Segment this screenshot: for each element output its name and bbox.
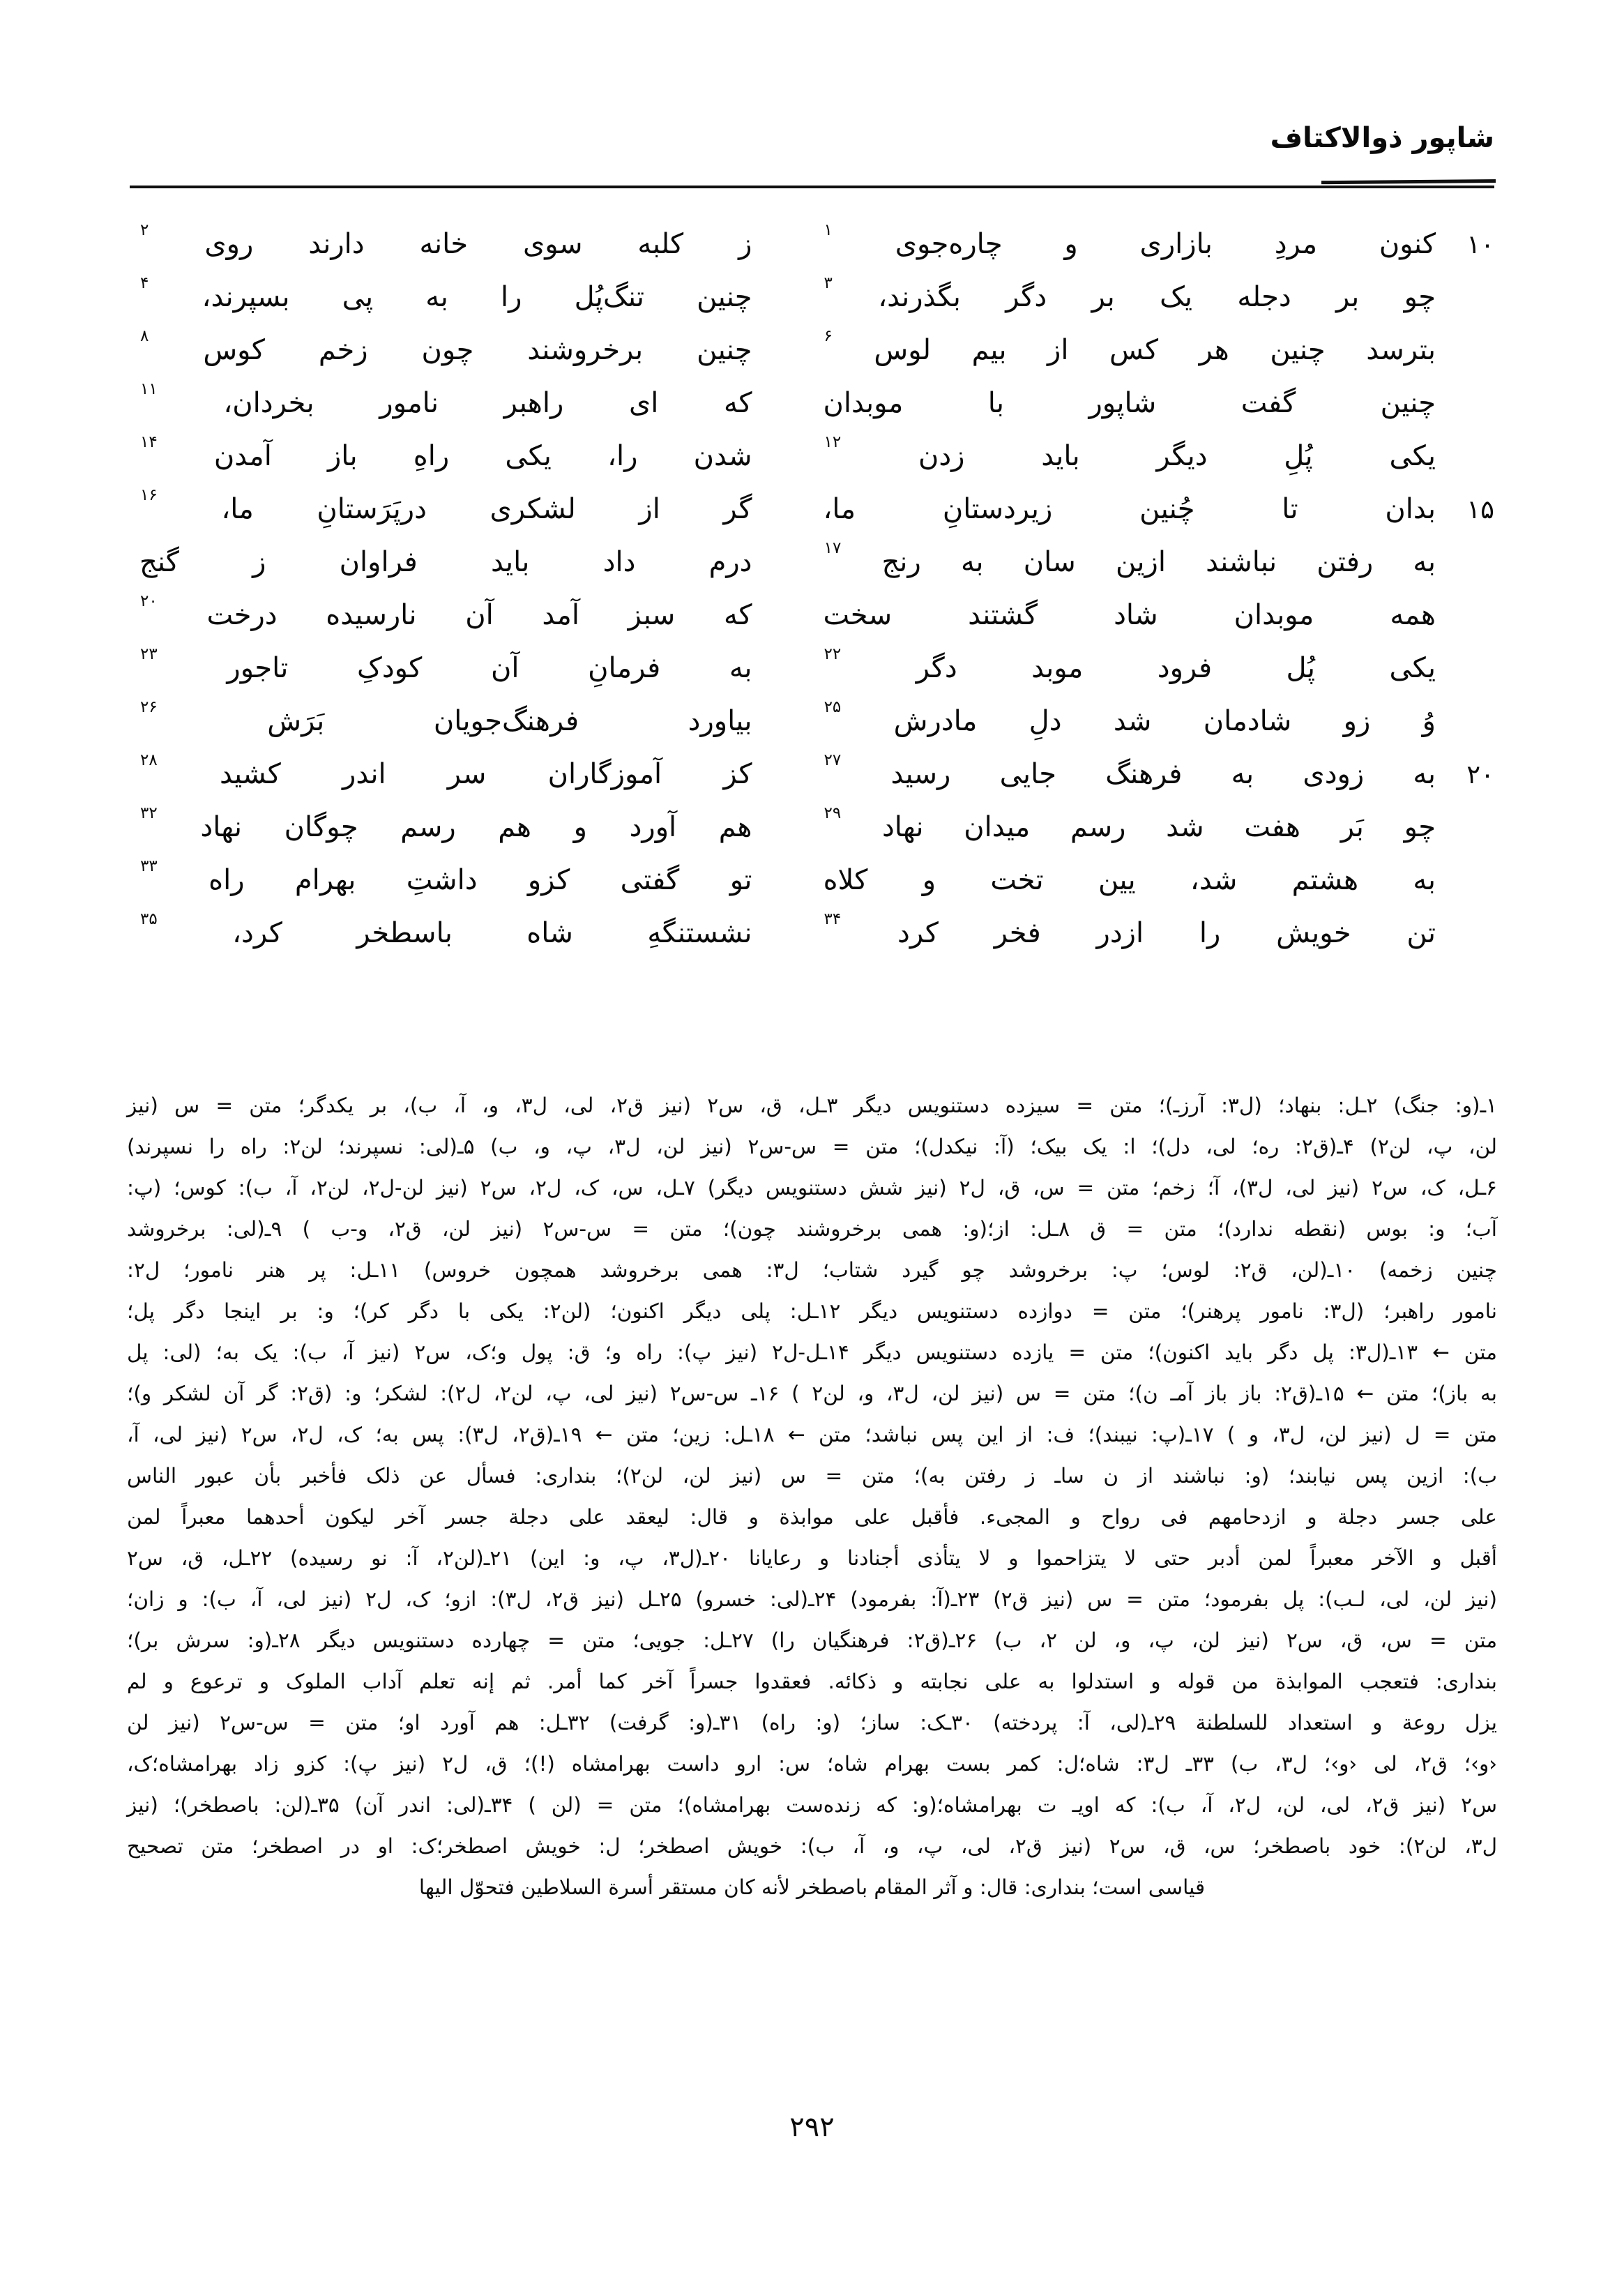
- verse-word: دجله: [1237, 281, 1291, 313]
- footnote-marker[interactable]: ۶: [824, 327, 833, 345]
- verse-word: چون: [421, 334, 474, 366]
- verse-word: اندر: [342, 758, 386, 790]
- verse-word: شاه: [526, 917, 573, 949]
- header-divider: [130, 186, 1494, 188]
- footnote-marker[interactable]: ۱۷: [824, 539, 842, 557]
- hemistich-first: [784, 539, 1443, 578]
- verse-row: [130, 486, 1494, 548]
- hemistich-second: [130, 433, 784, 472]
- apparatus-line: أقبل و الآخر معبراً لمن أدبر حتی لا یتزاحموا و لا یتأذی أجنادنا و رعایانا ۲۰ـ(ل۳، پ، و: این) ۲۱ـ(لن۲، آ: نو رسیده) ۲۲ـل، ق، س۲: [127, 1546, 1497, 1570]
- verse-word: پی: [342, 281, 374, 313]
- verse-word: یکی: [505, 440, 552, 472]
- verse-word: بَر: [1340, 811, 1364, 843]
- hemistich-first: [784, 389, 1443, 417]
- verse-word: لوس: [874, 334, 932, 366]
- verse-word: چُنین: [1139, 493, 1195, 525]
- hemistich-first: [784, 221, 1443, 260]
- apparatus-line: متن = س، ق، س۲ (نیز لن، پ، و، لن ۲، ب) ۲۶ـ(ق۲: فرهنگیان را) ۲۷ـل: جویی؛ متن = چهارده دستنویس دیگر ۲۸ـ(و: سرش بر)؛: [127, 1628, 1497, 1652]
- verse-word: فرود: [1157, 652, 1213, 684]
- verse-word: را،: [607, 440, 638, 472]
- verse-word: تو: [729, 864, 752, 896]
- verse-word: شد: [1166, 811, 1204, 843]
- apparatus-line: ۱ـ(و: جنگ) ۲ـل: بنهاد؛ (ل۳: آرزـ)؛ متن = سیزده دستنویس دیگر ۳ـل، ق، س۲ (نیز ق۲، لی، ل۳، و، آ، ب)، بر یکدگر؛ متن = س (نیز: [127, 1094, 1497, 1117]
- verse-word: میدان: [964, 811, 1031, 843]
- verse-word: باز: [327, 440, 358, 472]
- verse-row: [130, 327, 1494, 389]
- footnote-marker[interactable]: ۱۴: [140, 433, 158, 451]
- verse-word: بترسد: [1366, 334, 1436, 366]
- verse-word: چنین: [1270, 334, 1326, 366]
- verse-word: نشستنگهِ: [647, 917, 752, 949]
- verse-word: ز: [252, 546, 266, 578]
- apparatus-line: س۲ (نیز ق۲، لی، لن، ل۲، آ، ب): که اویـ ت بهرامشاه؛(و: که زنده‌ست بهرامشاه)؛ متن = (لن ) ۳۴ـ(لی: اندر آن) ۳۵ـ(لن: باصطخر)؛ (نیز: [127, 1793, 1497, 1817]
- verse-word: چنین: [697, 281, 752, 313]
- verse-word: همه: [1390, 599, 1436, 631]
- verse-word: فرمانِ: [588, 652, 661, 684]
- apparatus-line: علی جسر دجلة و ازدحامهم فی رواح و المجی‌ء. فأقبل علی موابذة و قال: لیعقد علی دجلة جسر آخر لیکون أحدهما معبراً لمن: [127, 1505, 1497, 1529]
- verse-word: رفتن: [1316, 546, 1374, 578]
- verse-word: سبز: [628, 599, 676, 631]
- footnote-marker[interactable]: ۸: [140, 327, 149, 345]
- hemistich-first: [784, 910, 1443, 949]
- footnote-marker[interactable]: ۳: [824, 274, 833, 292]
- verse-word: هر: [1199, 334, 1229, 366]
- verse-word: شادمان: [1203, 705, 1292, 737]
- footnote-marker[interactable]: ۲: [140, 221, 149, 239]
- verse-word: از: [1047, 334, 1069, 366]
- verse-word: هم: [718, 811, 752, 843]
- hemistich-second: [130, 274, 784, 313]
- verse-word: نارسیده: [326, 599, 417, 631]
- hemistich-first: [784, 327, 1443, 366]
- verse-word: بخردان،: [223, 387, 314, 419]
- hemistich-first: [784, 433, 1443, 472]
- apparatus-line: چنین زخمه) ۱۰ـ(لن، ق۲: لوس؛ پ: برخروشد چو گیرد شتاب؛ ل۳: همی برخروشد همچون خروس) ۱۱ـل: پر هنر نامور؛ ل۲:: [127, 1258, 1498, 1282]
- verse-word: ما،: [823, 493, 856, 525]
- verse-word: چو: [1404, 811, 1436, 843]
- verse-word: که: [724, 387, 752, 419]
- verse-word: راهِ: [413, 440, 450, 472]
- verse-line-number: ۱۰: [1466, 229, 1494, 259]
- verse-word: پُل: [1286, 652, 1315, 684]
- apparatus-line: متن ← ۱۳ـ(ل۳: پل دگر باید اکنون)؛ متن = یازده دستنویس دیگر ۱۴ـل-ل۲ (نیز پ): راه و؛ ق: پول و؛ک، س۲ (نیز آ، ب): یک به؛ (لی: پل: [127, 1340, 1497, 1364]
- footnote-marker[interactable]: ۲۹: [824, 804, 842, 822]
- verse-word: بسپرند،: [202, 281, 290, 313]
- verse-word: جایی: [999, 758, 1056, 790]
- verse-word: نامور: [379, 387, 439, 419]
- verse-word: ازدر: [1096, 917, 1144, 949]
- verse-word: گر: [723, 493, 752, 525]
- verse-word: لشکری: [490, 493, 576, 525]
- verse-word: آن: [490, 652, 519, 684]
- verse-word: تنگ‌پُل: [574, 281, 645, 313]
- verse-word: روی: [204, 228, 254, 260]
- verse-word: موبد: [1031, 652, 1084, 684]
- verse-word: شاد: [1114, 599, 1158, 631]
- hemistich-first: [784, 601, 1443, 629]
- verse-row: [130, 698, 1494, 760]
- verse-word: فرهنگ: [1105, 758, 1183, 790]
- verse-word: هشتم: [1291, 864, 1359, 896]
- verse-word: نهاد: [200, 811, 242, 843]
- verse-word: به: [1231, 758, 1254, 790]
- verse-word: کلبه: [637, 228, 684, 260]
- hemistich-second: [130, 380, 784, 419]
- verse-word: ما،: [221, 493, 254, 525]
- verse-word: مادرش: [893, 705, 978, 737]
- footnote-marker[interactable]: ۱۲: [824, 433, 842, 451]
- verse-word: چنین: [697, 334, 752, 366]
- verse-word: بدان: [1385, 493, 1436, 525]
- footnote-marker[interactable]: ۳۳: [140, 857, 158, 875]
- verse-word: درخت: [206, 599, 278, 631]
- verse-word: به: [1413, 758, 1436, 790]
- verse-word: مردِ: [1274, 228, 1318, 260]
- hemistich-second: [130, 698, 784, 737]
- verse-word: برخروشند: [527, 334, 644, 366]
- footnote-marker[interactable]: ۲۶: [140, 698, 158, 716]
- verse-word: سان: [1023, 546, 1076, 578]
- verse-row: [130, 274, 1494, 336]
- verse-row: [130, 645, 1494, 707]
- footnote-marker[interactable]: ۳۴: [824, 910, 842, 928]
- verse-word: آورد: [629, 811, 677, 843]
- verse-word: گشتند: [968, 599, 1038, 631]
- verse-word: بازاری: [1139, 228, 1213, 260]
- verse-word: با: [987, 387, 1005, 419]
- verse-word: به: [1413, 546, 1436, 578]
- verse-word: خانه: [419, 228, 469, 260]
- hemistich-second: [130, 857, 784, 896]
- footnote-marker[interactable]: ۲۰: [140, 592, 158, 610]
- verse-word: به: [960, 546, 984, 578]
- verse-line-number: ۲۰: [1466, 759, 1494, 789]
- verse-word: باید: [490, 546, 530, 578]
- verse-word: کرد،: [232, 917, 282, 949]
- verse-word: چوگان: [284, 811, 358, 843]
- verse-word: رسم: [400, 811, 456, 843]
- footnote-marker[interactable]: ۳۵: [140, 910, 158, 928]
- hemistich-first: [784, 866, 1443, 894]
- hemistich-first: [784, 274, 1443, 313]
- verse-word: چو: [1404, 281, 1436, 313]
- verse-word: شدن: [693, 440, 752, 472]
- hemistich-second: [130, 910, 784, 949]
- hemistich-first: [784, 698, 1443, 737]
- verse-word: کرد: [897, 917, 939, 949]
- verse-row: [130, 804, 1494, 866]
- verse-row: [130, 433, 1494, 495]
- verse-word: که: [724, 599, 752, 631]
- verse-word: هفت: [1244, 811, 1300, 843]
- apparatus-line: ب): ازین پس نیابند؛ (و: نباشند از ن ساـ ز رفتن به)؛ متن = س (نیز لن، لن۲)؛ بنداری: فسأل عن ذلک فأخبر بأن عبور الناس: [127, 1464, 1497, 1488]
- verse-word: کلاه: [823, 864, 868, 896]
- apparatus-line: متن = ل (نیز لن، ل۳، و ) ۱۷ـ(پ: نیبند)؛ ف: از این پس نباشد؛ متن ← ۱۸ـل: زین؛ متن ← ۱۹ـ(ق۲، ل۳): پس به؛ ک، ل۲، س۲ (نیز لی، آ،: [127, 1423, 1497, 1446]
- verse-word: دگر: [1005, 281, 1047, 313]
- verse-word: تن: [1406, 917, 1436, 949]
- verse-word: موبدان: [1234, 599, 1314, 631]
- verse-word: بهرام: [294, 864, 356, 896]
- verse-word: شد: [1113, 705, 1152, 737]
- verse-word: آن: [465, 599, 494, 631]
- verse-word: کزو: [527, 864, 570, 896]
- verse-block: [130, 221, 1494, 972]
- verse-word: کوس: [203, 334, 265, 366]
- apparatus-line: ‹و›؛ ق۲، لی ‹و›؛ ل۳، ب) ۳۳ـ ل۳: شاه؛ل: کمر بست بهرام شاه؛ س: ارو داست بهرامشاه (!)؛ ق، ل۲ (نیز پ): کزو زاد بهرامشاه؛ک،: [127, 1752, 1498, 1776]
- verse-word: به: [425, 281, 448, 313]
- verse-word: رنج: [881, 546, 921, 578]
- hemistich-second: [130, 645, 784, 684]
- critical-apparatus: [127, 1085, 1497, 1908]
- verse-word: دگر: [916, 652, 957, 684]
- verse-word: زیردستانِ: [942, 493, 1053, 525]
- verse-word: سر: [447, 758, 487, 790]
- verse-word: شد،: [1190, 864, 1238, 896]
- hemistich-second: [130, 804, 784, 843]
- verse-word: پُلِ: [1284, 440, 1313, 472]
- verse-word: تاجور: [227, 652, 289, 684]
- verse-word: به: [1413, 864, 1436, 896]
- verse-word: و: [573, 811, 587, 843]
- verse-word: گنج: [139, 546, 179, 578]
- verse-word: رسید: [890, 758, 951, 790]
- verse-word: زودی: [1303, 758, 1365, 790]
- verse-word: یین: [1098, 864, 1136, 896]
- footnote-marker[interactable]: ۲۷: [824, 751, 842, 769]
- verse-row: [130, 910, 1494, 972]
- verse-word: ازین: [1115, 546, 1166, 578]
- verse-word: به: [729, 652, 752, 684]
- verse-word: یکی: [1389, 440, 1436, 472]
- verse-word: چاره‌‌جوی: [895, 228, 1003, 260]
- verse-word: آموزگاران: [547, 758, 662, 790]
- hemistich-second: [130, 751, 784, 790]
- running-header: [130, 124, 1494, 201]
- verse-word: آمدن: [213, 440, 272, 472]
- verse-word: داد: [602, 546, 636, 578]
- verse-word: ای: [628, 387, 659, 419]
- verse-word: نهاد: [881, 811, 924, 843]
- verse-word: درم: [708, 546, 752, 578]
- footnote-marker[interactable]: ۱: [824, 221, 833, 239]
- footnote-marker[interactable]: ۱۶: [140, 486, 158, 504]
- verse-word: دیگر: [1156, 440, 1208, 472]
- verse-word: فخر: [994, 917, 1041, 949]
- apparatus-line: (نیز لن، لی، لـب): پل بفرمود؛ متن = س (نیز ق۲) ۲۳ـ(آ: بفرمود) ۲۴ـ(لی: خسرو) ۲۵ـل (نیز ق۲، ل۳): ازو؛ ک، ل۲ (نیز لی، آ، ب): و زان؛: [127, 1587, 1497, 1611]
- verse-line-number: ۱۵: [1466, 494, 1494, 524]
- hemistich-first: [784, 751, 1443, 790]
- verse-word: یک: [1160, 281, 1193, 313]
- verse-word: بَرَش: [267, 705, 325, 737]
- verse-word: کز: [723, 758, 752, 790]
- verse-word: کشید: [219, 758, 281, 790]
- verse-word: سوی: [522, 228, 583, 260]
- verse-word: از: [639, 493, 660, 525]
- footnote-marker[interactable]: ۲۲: [824, 645, 842, 663]
- hemistich-second: [130, 548, 784, 576]
- verse-word: کودکِ: [357, 652, 423, 684]
- apparatus-line: ۶ـل، ک، س۲ (نیز لی، ل۳)، آ؛ زخم؛ متن = س، ق، ل۲ (نیز شش دستنویس دیگر) ۷ـل، س، ک، ل۲، س۲ (نیز لن-ل۲، لن۲، آ، ب): کوس؛ (پ:: [127, 1176, 1498, 1200]
- folio-number: ۲۹۲: [789, 2111, 835, 2143]
- hemistich-first: [784, 645, 1443, 684]
- apparatus-line: به باز)؛ متن ← ۱۵ـ(ق۲: باز باز آمـ ن)؛ متن = س (نیز لن، ل۳، و، لن۲ ) ۱۶ـ س-س۲ (نیز لی، پ، لن۲، ل۲): لشکر؛ و: (ق۲: گر آن لشکر و)؛: [127, 1382, 1498, 1405]
- verse-word: زو: [1343, 705, 1371, 737]
- footnote-marker[interactable]: ۲۸: [140, 751, 158, 769]
- verse-word: سخت: [823, 599, 893, 631]
- hemistich-second: [130, 486, 784, 525]
- verse-word: یکی: [1389, 652, 1436, 684]
- verse-word: دلِ: [1029, 705, 1062, 737]
- verse-word: بیم: [971, 334, 1007, 366]
- apparatus-line: لن، پ، لن۲) ۴ـ(ق۲: ره؛ لی، دل)؛ ا: یک بیک؛ (آ: نیکدل)؛ متن = س-س۲ (نیز لن، ل۳، پ، و، ب) ۵ـ(لی: نسپرند؛ لن۲: راه را نسپرند): [127, 1135, 1497, 1158]
- verse-word: خویش: [1276, 917, 1351, 949]
- footnote-marker[interactable]: ۲۵: [824, 698, 842, 716]
- verse-word: وُ: [1422, 705, 1436, 737]
- verse-word: و: [922, 864, 936, 896]
- footnote-marker[interactable]: ۳۲: [140, 804, 158, 822]
- verse-row: [130, 221, 1494, 283]
- hemistich-first: [784, 495, 1443, 523]
- hemistich-first: [784, 804, 1443, 843]
- verse-word: تخت: [990, 864, 1044, 896]
- verse-word: دارند: [308, 228, 365, 260]
- verse-word: گفت: [1240, 387, 1296, 419]
- verse-word: بر: [1336, 281, 1360, 313]
- hemistich-second: [130, 592, 784, 631]
- hemistich-second: [130, 221, 784, 260]
- verse-word: بیاورد: [688, 705, 752, 737]
- verse-word: بگذرند،: [878, 281, 961, 313]
- verse-row: [130, 380, 1494, 442]
- verse-word: باسطخر: [356, 917, 453, 949]
- verse-word: موبدان: [823, 387, 904, 419]
- verse-word: چنین: [1380, 387, 1436, 419]
- apparatus-line: ل۳، لن۲): خود باصطخر؛ س، ق، س۲ (نیز ق۲، لی، پ، و، آ، ب): خویش اصطخر؛ ل: خویش اصطخر؛ک: او در اصطخر؛ متن تصحیح: [127, 1834, 1498, 1858]
- footnote-marker[interactable]: ۲۳: [140, 645, 158, 663]
- verse-word: ز: [738, 228, 752, 260]
- verse-word: زدن: [918, 440, 965, 472]
- hemistich-second: [130, 327, 784, 366]
- verse-word: رسم: [1070, 811, 1126, 843]
- apparatus-line: بنداری: فتعجب الموابذة من قوله و استدلوا به علی نجابته و ذکائه. فعقدوا جسراً آخر کما أمر. ثم إنه تعلم آداب الملوک و ترعوع و لم: [127, 1670, 1497, 1693]
- verse-word: نباشند: [1206, 546, 1277, 578]
- apparatus-line: قیاسی است؛ بنداری: قال: و آثر المقام باصطخر لأنه کان مستقر أسرة السلاطین فتحوّل الیها: [418, 1875, 1206, 1899]
- footnote-marker[interactable]: ۴: [140, 274, 149, 292]
- apparatus-line: یزل روعة و استعداد للسلطنة ۲۹ـ(لی، آ: پردخته) ۳۰ـک: ساز؛ (و: راه) ۳۱ـ(و: گرفت) ۳۲ـل: هم آورد او؛ متن = س-س۲ (نیز لن: [127, 1711, 1497, 1734]
- verse-word: بر: [1091, 281, 1115, 313]
- verse-row: [130, 857, 1494, 919]
- verse-word: کس: [1109, 334, 1159, 366]
- verse-word: را: [1199, 917, 1221, 949]
- verse-row: [130, 539, 1494, 601]
- verse-word: داشتِ: [406, 864, 478, 896]
- page-title: شاپور ذوالاکتاف: [1270, 122, 1494, 154]
- verse-word: و: [1064, 228, 1078, 260]
- verse-word: درپَرَستانِ: [317, 493, 427, 525]
- verse-word: فرهنگ‌جویان: [433, 705, 579, 737]
- verse-word: کنون: [1379, 228, 1436, 260]
- verse-row: [130, 592, 1494, 654]
- footnote-marker[interactable]: ۱۱: [140, 380, 158, 398]
- verse-word: باید: [1041, 440, 1080, 472]
- verse-word: آمد: [542, 599, 579, 631]
- apparatus-line: نامور راهبر؛ (ل۳: نامور پرهنر)؛ متن = دوازده دستنویس دیگر ۱۲ـل: پلی دیگر اکنون؛ (لن۲: یکی با دگر کر)؛ و: بر اینجا دگر پل؛: [127, 1299, 1497, 1323]
- verse-word: را: [501, 281, 522, 313]
- verse-word: راهبر: [503, 387, 564, 419]
- verse-word: گفتی: [620, 864, 680, 896]
- apparatus-line: آب؛ و: بوس (نقطه ندارد)؛ متن = ق ۸ـل: از؛(و: همی برخروشند چون)؛ متن = س-س۲ (نیز لن، ق۲، و-ب ) ۹ـ(لی: برخروشد: [127, 1217, 1498, 1241]
- verse-word: شاپور: [1088, 387, 1157, 419]
- verse-word: زخم: [318, 334, 368, 366]
- verse-word: فراوان: [339, 546, 418, 578]
- verse-word: هم: [498, 811, 532, 843]
- verse-word: تا: [1282, 493, 1298, 525]
- verse-row: [130, 751, 1494, 813]
- verse-word: راه: [208, 864, 245, 896]
